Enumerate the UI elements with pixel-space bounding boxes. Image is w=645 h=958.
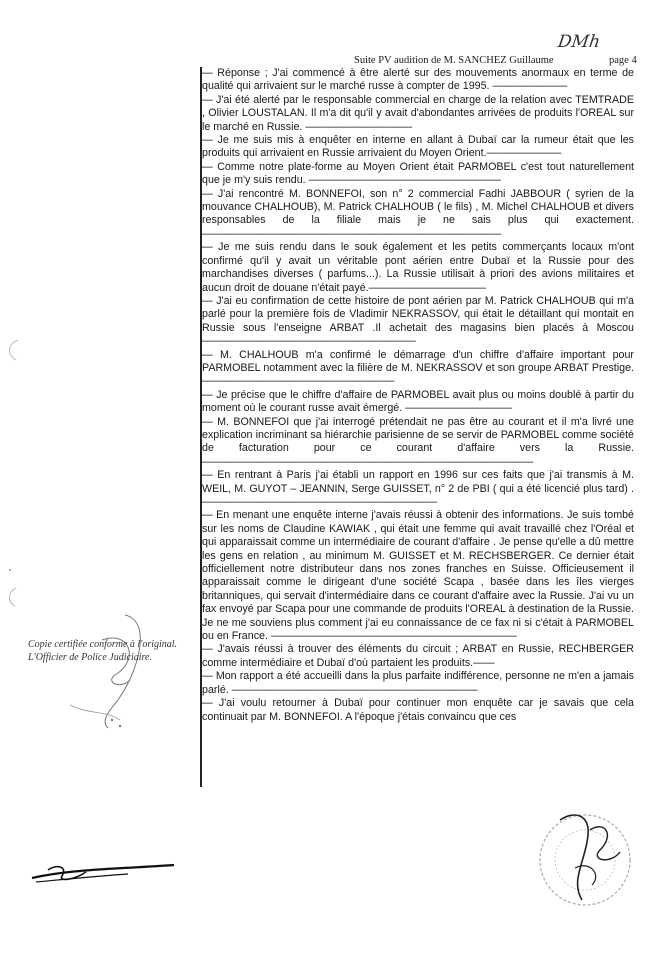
certification-line: L'Officier de Police Judiciaire.	[28, 652, 152, 663]
handwritten-initials: DMh	[556, 32, 602, 52]
statement-paragraph: — J'avais réussi à trouver des éléments du circuit ; ARBAT en Russie, RECHBERGER comme intermédiaire et Dubaï d'où partaient les produits.——	[202, 643, 634, 669]
statement-paragraph: — Je me suis mis à enquêter en interne en allant à Dubaï car la rumeur était que les produits qui arrivaient en Russie arrivaient du Moyen Orient.———————	[202, 134, 634, 160]
statement-paragraph: — M. CHALHOUB m'a confirmé le démarrage d'un chiffre d'affaire important pour PARMOBEL notamment avec la filière de M. NEKRASSOV et son groupe ARBAT Prestige. ——————————————————	[202, 348, 634, 388]
statement-paragraph: — J'ai été alerté par le responsable commercial en charge de la relation avec TEMTRADE , Olivier LOUSTALAN. Il m'a dit qu'il y avait d'abondantes arrivées de produits l'OREAL sur le marché en Russie. ——————————	[202, 93, 634, 133]
page-number: page 4	[609, 55, 637, 66]
statement-paragraph: — Je précise que le chiffre d'affaire de PARMOBEL avait plus ou moins doublé à partir du moment où le courant russe avait émergé. ——————————	[202, 388, 634, 415]
header-title: Suite PV audition de M. SANCHEZ Guillaume	[354, 55, 554, 66]
signature-stroke	[28, 852, 178, 892]
page-header	[354, 55, 637, 66]
statement-paragraph: — J'ai voulu retourner à Dubaï pour continuer mon enquête car je savais que cela continuait par M. BONNEFOI. A l'époque j'étais convaincu que ces	[202, 697, 634, 723]
statement-paragraph: — En menant une enquête interne j'avais réussi à obtenir des informations. Je suis tombé sur les noms de Claudine KAWIAK , qui était une femme qui avait travaillé chez l'Oréal et qui apparaissait comme un intermédiaire de courant d'affaire . Je pense qu'elle a dû mettre les gens en relation , au minimum M. GUISSET et M. RECHSBERGER. Ce dernier était officiellement notre distributeur dans nos zones franches en Suisse. Officieusement il apparaissait comme le dirigeant d'une société Scapa , basée dans les îles vierges britanniques, qui servait d'intermédiaire dans ce courant d'affaire avec la Russie. J'ai vu un fax envoyé par Scapa pour une commande de produits l'OREAL à destination de la Russie. Je ne me souviens plus comment j'ai eu connaissance de ce fax ni si c'était à PARMOBEL ou en France. ———————————————————————	[202, 509, 634, 643]
certification-stamp	[28, 638, 188, 664]
statement-paragraph: — Mon rapport a été accueilli dans la plus parfaite indifférence, personne ne m'en a jamais parlé. ———————————————————————	[202, 670, 634, 696]
certification-signature	[30, 610, 200, 740]
statement-paragraph: — M. BONNEFOI que j'ai interrogé prétendait ne pas être au courant et il m'a livré une explication incriminant sa hiérarchie parisienne de se servir de PARMOBEL comme société de facturation pour ce courant d'affaire vers la Russie. ———————————————————————————————	[202, 415, 634, 468]
official-round-stamp	[530, 790, 645, 920]
statement-paragraph: — Réponse ; J'ai commencé à être alerté sur des mouvements anormaux en terme de qualité qui arrivaient sur le marché russe à compter de 1995. ———————	[202, 67, 634, 93]
statement-body	[202, 67, 634, 724]
statement-paragraph: — Comme notre plate-forme au Moyen Orient était PARMOBEL c'est tout naturellement que je m'y suis rendu. ——————————————————	[202, 160, 634, 187]
statement-paragraph: — J'ai eu confirmation de cette histoire de pont aérien par M. Patrick CHALHOUB qui m'a parlé pour la première fois de Vladimir NEKRASSOV, qui était le détaillant qui montait en Russie sous l'enseigne ARBAT .Il achetait des magasins bien placés à Moscou ————————————————————	[202, 294, 634, 348]
statement-paragraph: — En rentrant à Paris j'ai établi un rapport en 1996 sur ces faits que j'ai transmis à M. WEIL, M. GUYOT – JEANNIN, Serge GUISSET, n° 2 de PBI ( qui a été licencié plus tard) . ——————————————————————	[202, 469, 634, 508]
margin-marks	[0, 330, 25, 630]
statement-paragraph: — Je me suis rendu dans le souk également et les petits commerçants locaux m'ont confirmé qu'il y avait un véritable pont aérien entre Dubaï et la Russie pour des marchandises diverses ( parfums...). La Russie utilisait à priori des avions militaires et aucun droit de douane n'était payé.———————————	[202, 241, 634, 294]
certification-line: Copie certifiée conforme à l'original.	[28, 639, 178, 650]
statement-paragraph: — J'ai rencontré M. BONNEFOI, son n° 2 commercial Fadhi JABBOUR ( syrien de la mouvance CHALHOUB), M. Patrick CHALHOUB ( le fils) , M. Michel CHALHOUB et divers responsables de la filiale mais je ne sais plus qui exactement. ————————————————————————————	[202, 187, 634, 240]
